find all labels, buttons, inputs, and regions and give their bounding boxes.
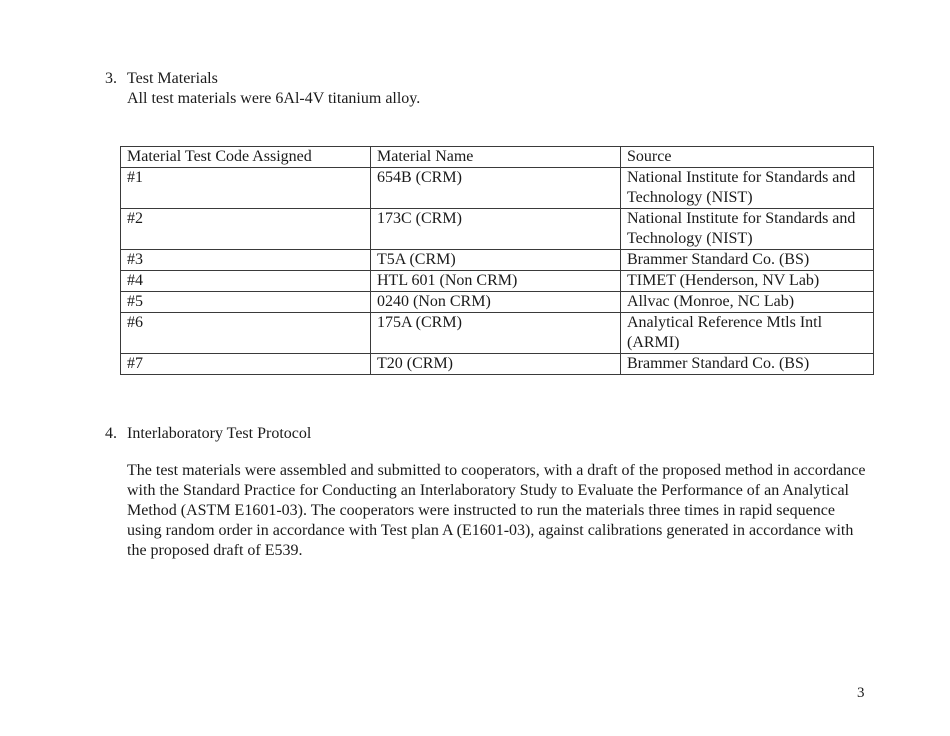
cell-name: T5A (CRM) — [371, 250, 621, 271]
cell-name: 173C (CRM) — [371, 209, 621, 250]
cell-source: Allvac (Monroe, NC Lab) — [621, 292, 874, 313]
table-row — [121, 292, 874, 313]
cell-code: #5 — [121, 292, 371, 313]
header-source: Source — [621, 147, 874, 168]
section-4-body: The test materials were assembled and submitted to cooperators, with a draft of the proposed method in accordance with the Standard Practice for Conducting an Interlaboratory Study to Evaluate the Performance of an Analytical Method (ASTM E1601-03). The cooperators were instructed to run the materials three times in rapid sequence using random order in accordance with Test plan A (E1601-03), against calibrations generated in accordance with the proposed draft of E539. — [127, 462, 866, 559]
cell-source: National Institute for Standards and Technology (NIST) — [621, 209, 874, 250]
table-row — [121, 271, 874, 292]
materials-table — [120, 146, 874, 375]
section-3-title: Test Materials — [127, 70, 218, 87]
cell-name: 0240 (Non CRM) — [371, 292, 621, 313]
cell-code: #2 — [121, 209, 371, 250]
section-3-heading — [105, 69, 218, 89]
header-name: Material Name — [371, 147, 621, 168]
section-4-title: Interlaboratory Test Protocol — [127, 425, 312, 442]
cell-name: 654B (CRM) — [371, 168, 621, 209]
cell-source: National Institute for Standards and Technology (NIST) — [621, 168, 874, 209]
section-4-heading — [105, 424, 311, 444]
table-row — [121, 168, 874, 209]
cell-code: #3 — [121, 250, 371, 271]
cell-code: #1 — [121, 168, 371, 209]
cell-name: HTL 601 (Non CRM) — [371, 271, 621, 292]
cell-source: Brammer Standard Co. (BS) — [621, 354, 874, 375]
cell-code: #4 — [121, 271, 371, 292]
cell-source: Analytical Reference Mtls Intl (ARMI) — [621, 313, 874, 354]
section-4-number: 4. — [105, 425, 117, 442]
table-row — [121, 209, 874, 250]
page-number: 3 — [857, 685, 865, 701]
table-header-row — [121, 147, 874, 168]
cell-code: #6 — [121, 313, 371, 354]
section-3-number: 3. — [105, 70, 117, 87]
cell-name: T20 (CRM) — [371, 354, 621, 375]
table-row — [121, 313, 874, 354]
cell-source: Brammer Standard Co. (BS) — [621, 250, 874, 271]
section-3-intro: All test materials were 6Al-4V titanium alloy. — [127, 90, 421, 107]
header-code: Material Test Code Assigned — [121, 147, 371, 168]
cell-code: #7 — [121, 354, 371, 375]
cell-name: 175A (CRM) — [371, 313, 621, 354]
table-row — [121, 250, 874, 271]
cell-source: TIMET (Henderson, NV Lab) — [621, 271, 874, 292]
table-row — [121, 354, 874, 375]
